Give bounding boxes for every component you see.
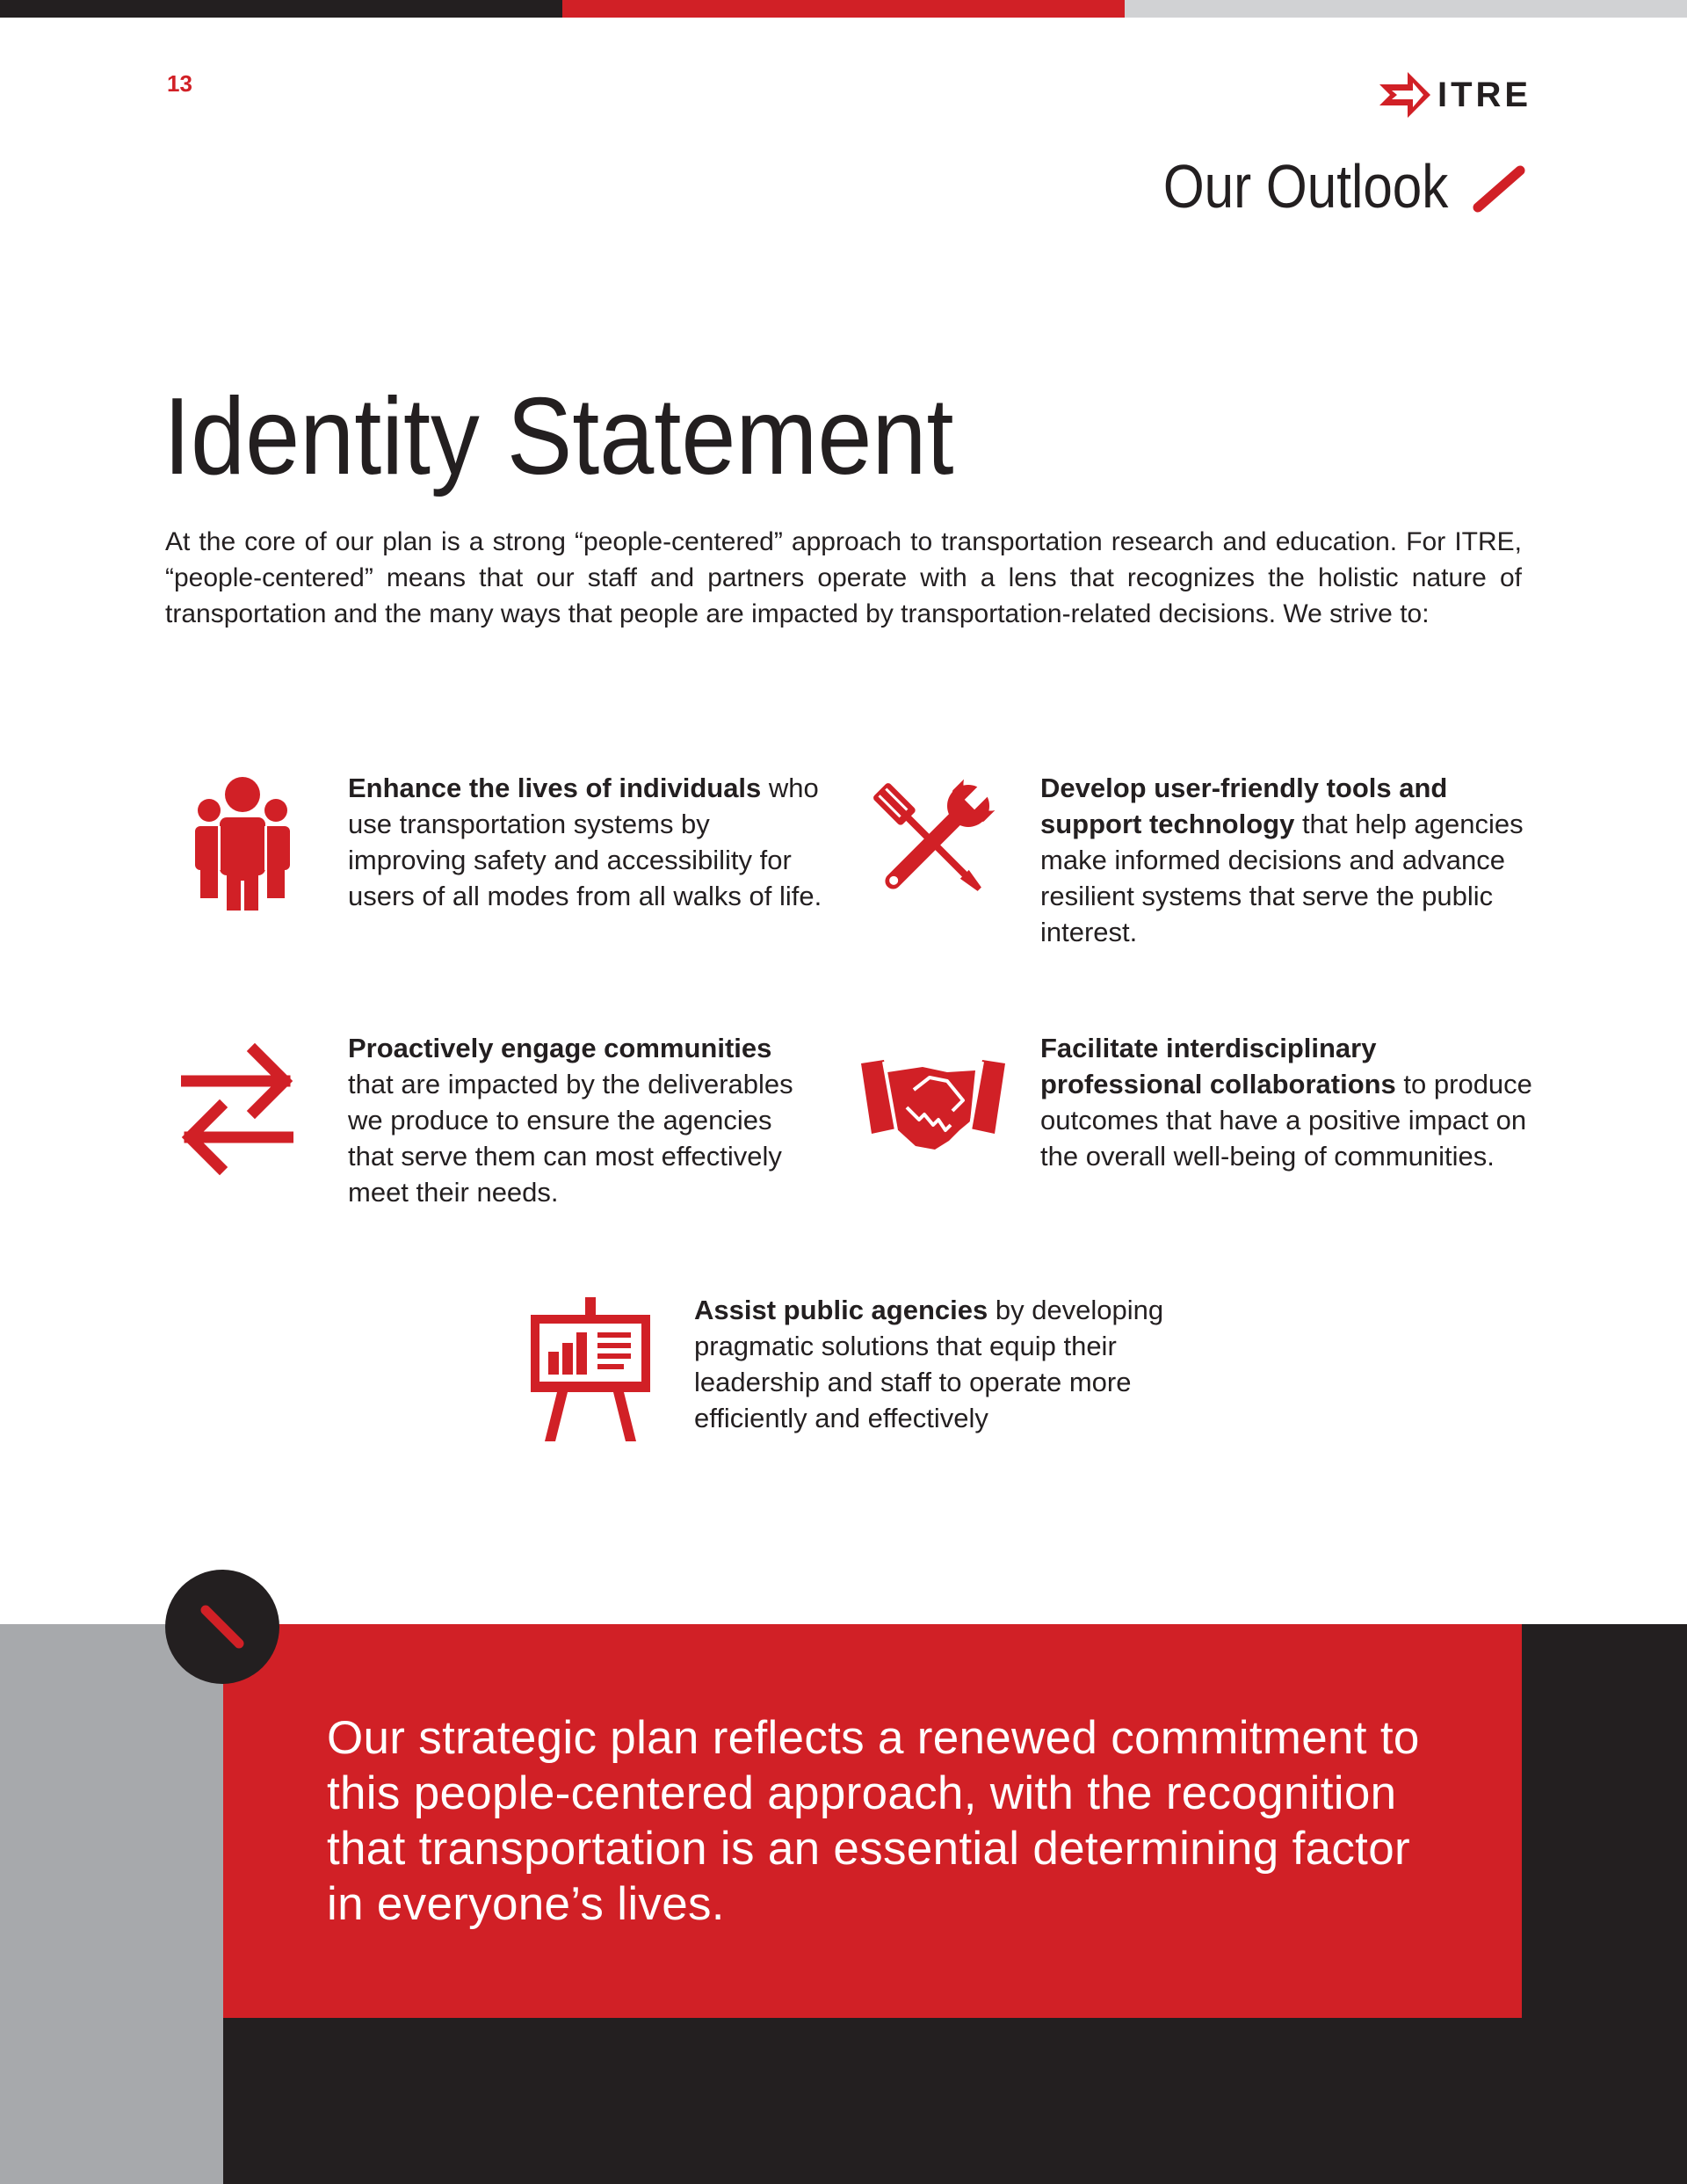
- top-bar-red: [562, 0, 1125, 18]
- page-heading: Identity Statement: [163, 376, 954, 497]
- slash-accent-icon: [1471, 163, 1527, 214]
- section-title: Our Outlook: [1162, 152, 1448, 221]
- logo-text: ITRE: [1437, 76, 1532, 114]
- goal-bold-text: Facilitate interdisciplinary professional collaborations: [1040, 1033, 1396, 1099]
- goal-bold-text: Enhance the lives of individuals: [348, 773, 762, 803]
- exchange-arrows-icon: [181, 1042, 293, 1176]
- goal-rest-text: that help agencies make informed decisions and advance resilient systems that serve the public interest.: [1040, 809, 1524, 947]
- goal-bold-text: Develop user-friendly tools and support technology: [1040, 773, 1448, 839]
- goal-rest-text: to produce outcomes that have a positive impact on the overall well-being of communities.: [1040, 1069, 1532, 1172]
- presentation-board-icon: [531, 1297, 650, 1441]
- goal-text: [1040, 1030, 1532, 1174]
- quote-text: Our strategic plan reflects a renewed commitment to this people-centered approach, with the recognition that transportation is an essential determining factor in everyone’s lives.: [327, 1712, 1420, 1930]
- bottom-gray-panel: [0, 1624, 223, 2184]
- goal-rest-text: by developing pragmatic solutions that equip their leadership and staff to operate more efficiently and effectively: [694, 1295, 1164, 1433]
- goal-bold-text: Assist public agencies: [694, 1295, 988, 1325]
- handshake-icon: [861, 1055, 1005, 1160]
- goal-text: [348, 1030, 822, 1210]
- goal-rest-text: who use transportation systems by improving safety and accessibility for users of all modes from all walks of life.: [348, 773, 822, 911]
- top-bar-gray: [1125, 0, 1687, 18]
- goal-text: [1040, 770, 1532, 950]
- goal-bold-text: Proactively engage communities: [348, 1033, 772, 1063]
- top-bar-black: [0, 0, 562, 18]
- page-number: 13: [167, 70, 192, 97]
- goal-text: [694, 1292, 1169, 1436]
- tools-icon: [866, 775, 998, 909]
- goal-text: [348, 770, 822, 914]
- goal-rest-text: that are impacted by the deliverables we produce to ensure the agencies that serve them can most effectively meet their needs.: [348, 1069, 793, 1208]
- people-group-icon: [192, 773, 293, 911]
- intro-paragraph: At the core of our plan is a strong “people-centered” approach to transportation research and education. For ITRE, “people-centered” means that our staff and partners operate with a lens that recognizes the holistic nature of transportation and the many ways that people are impacted by transportation-related decisions. We strive to:: [165, 527, 1522, 628]
- slash-circle-icon: [165, 1570, 279, 1684]
